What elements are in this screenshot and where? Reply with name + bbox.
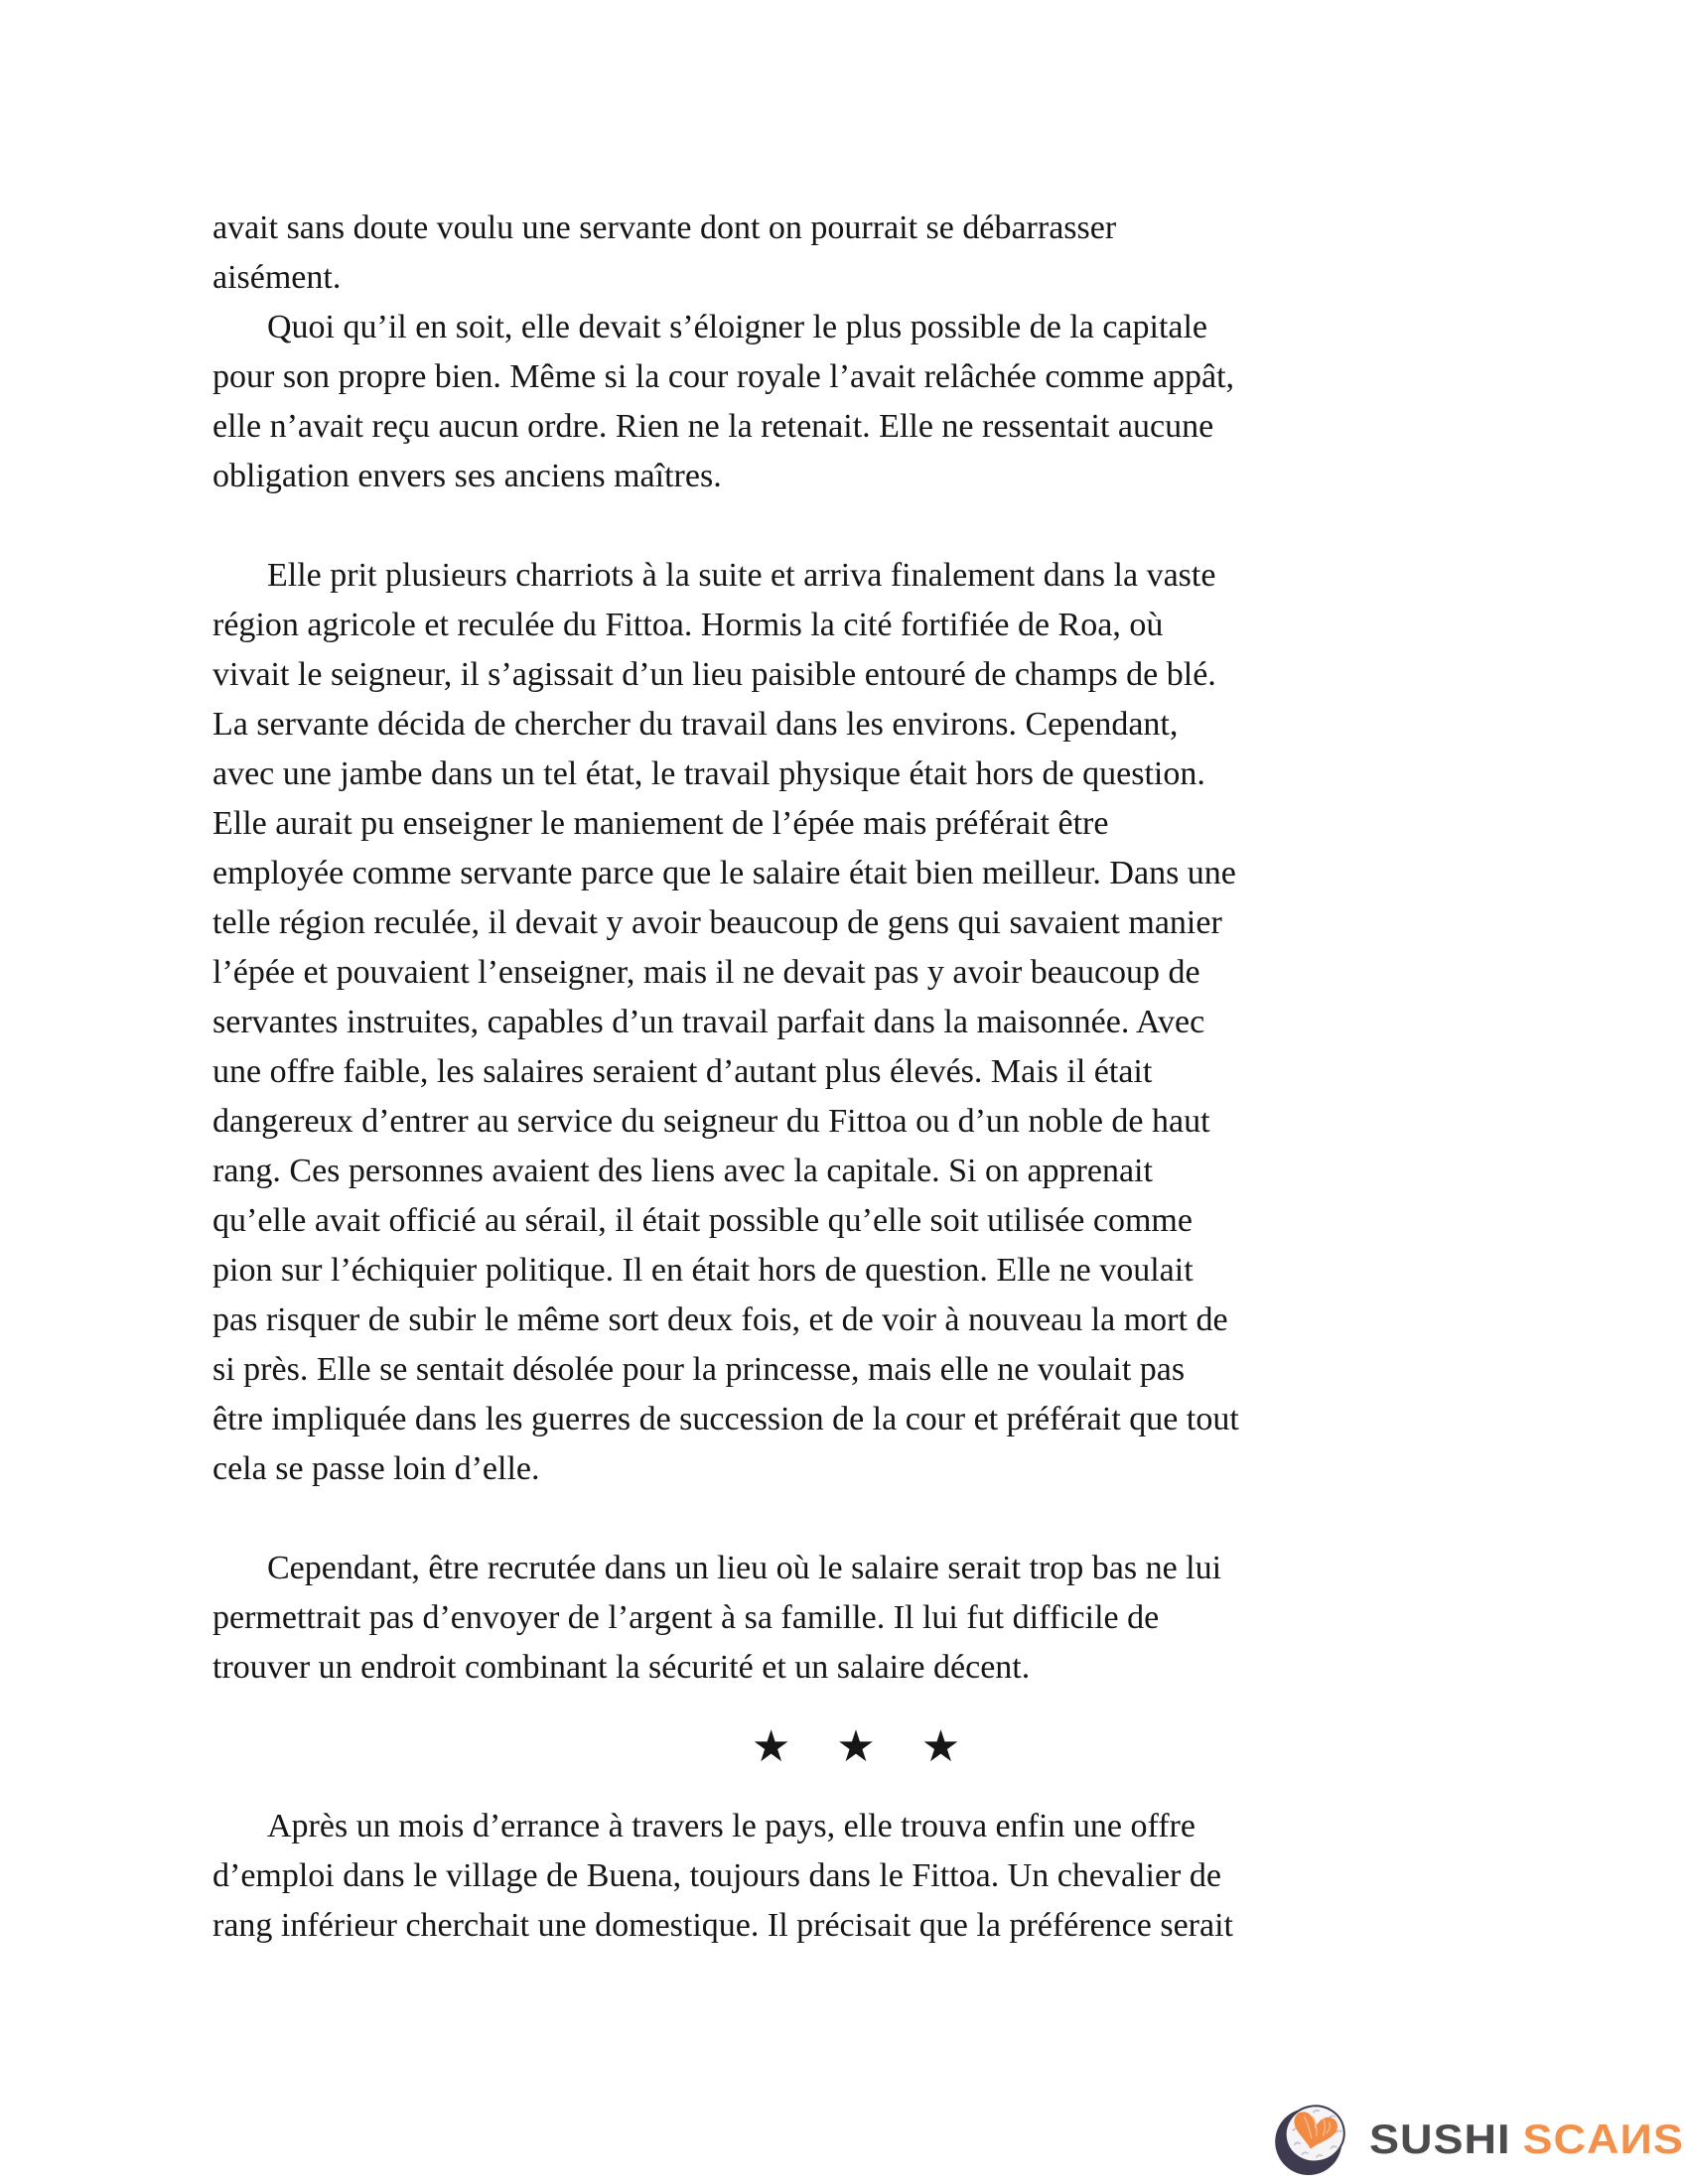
text-line: une offre faible, les salaires seraient d’autant plus élevés. Mais il était — [212, 1053, 1153, 1090]
text-line: employée comme servante parce que le salaire était bien meilleur. Dans une — [212, 855, 1236, 891]
text-line: permettrait pas d’envoyer de l’argent à sa famille. Il lui fut difficile de — [212, 1599, 1160, 1636]
text-line: être impliquée dans les guerres de succession de la cour et préférait que tout — [212, 1401, 1239, 1437]
text-line: Quoi qu’il en soit, elle devait s’éloigner le plus possible de la capitale — [267, 309, 1208, 345]
text-line: vivait le seigneur, il s’agissait d’un lieu paisible entouré de champs de blé. — [212, 656, 1216, 693]
scene-break-separator — [212, 1693, 1499, 1802]
paragraph — [212, 1802, 1499, 1951]
text-line: rang. Ces personnes avaient des liens avec la capitale. Si on apprenait — [212, 1153, 1153, 1189]
text-line: avec une jambe dans un tel état, le travail physique était hors de question. — [212, 755, 1205, 792]
paragraph-gap — [212, 1494, 1499, 1544]
sushi-scans-logo — [1272, 2099, 1684, 2180]
logo-text — [1369, 2116, 1684, 2163]
text-line: qu’elle avait officié au sérail, il était possible qu’elle soit utilisée comme — [212, 1202, 1193, 1239]
paragraph — [212, 1544, 1499, 1693]
page-text — [212, 204, 1499, 1951]
star-icon: ★ — [751, 1722, 791, 1771]
text-line: d’emploi dans le village de Buena, toujours dans le Fittoa. Un chevalier de — [212, 1857, 1221, 1894]
text-line: servantes instruites, capables d’un travail parfait dans la maisonnée. Avec — [212, 1004, 1205, 1040]
text-line: avait sans doute voulu une servante dont on pourrait se débarrasser — [212, 209, 1117, 246]
text-line: elle n’avait reçu aucun ordre. Rien ne la retenait. Elle ne ressentait aucune — [212, 408, 1214, 445]
text-line: pion sur l’échiquier politique. Il en était hors de question. Elle ne voulait — [212, 1252, 1194, 1289]
paragraph — [212, 551, 1499, 1494]
text-line: région agricole et reculée du Fittoa. Hormis la cité fortifiée de Roa, où — [212, 607, 1164, 643]
text-line: l’épée et pouvaient l’enseigner, mais il ne devait pas y avoir beaucoup de — [212, 954, 1200, 991]
star-icon: ★ — [836, 1722, 876, 1771]
text-line: pour son propre bien. Même si la cour royale l’avait relâchée comme appât, — [212, 358, 1235, 395]
paragraph — [212, 303, 1499, 501]
text-line: trouver un endroit combinant la sécurité et un salaire décent. — [212, 1649, 1031, 1686]
logo-word-scans: SCAИS — [1522, 2116, 1684, 2162]
paragraph — [212, 204, 1499, 303]
text-line: cela se passe loin d’elle. — [212, 1450, 540, 1487]
text-line: La servante décida de chercher du travail dans les environs. Cependant, — [212, 706, 1179, 743]
text-line: aisément. — [212, 259, 342, 296]
text-line: pas risquer de subir le même sort deux fois, et de voir à nouveau la mort de — [212, 1301, 1228, 1338]
text-line: Cependant, être recrutée dans un lieu où le salaire serait trop bas ne lui — [267, 1550, 1222, 1586]
paragraph-gap — [212, 501, 1499, 551]
text-line: Elle aurait pu enseigner le maniement de l’épée mais préférait être — [212, 805, 1109, 842]
text-line: Après un mois d’errance à travers le pays, elle trouva enfin une offre — [267, 1808, 1196, 1844]
text-line: si près. Elle se sentait désolée pour la princesse, mais elle ne voulait pas — [212, 1351, 1186, 1388]
logo-word-sushi: SUSHI — [1369, 2116, 1511, 2162]
text-line: Elle prit plusieurs charriots à la suite et arriva finalement dans la vaste — [267, 557, 1216, 594]
text-line: rang inférieur cherchait une domestique. Il précisait que la préférence serait — [212, 1907, 1233, 1944]
text-line: obligation envers ses anciens maîtres. — [212, 458, 722, 494]
text-line: dangereux d’entrer au service du seigneur du Fittoa ou d’un noble de haut — [212, 1103, 1210, 1140]
star-icon: ★ — [920, 1722, 961, 1771]
text-line: telle région reculée, il devait y avoir beaucoup de gens qui savaient manier — [212, 904, 1222, 941]
sushi-roll-icon — [1272, 2099, 1351, 2180]
